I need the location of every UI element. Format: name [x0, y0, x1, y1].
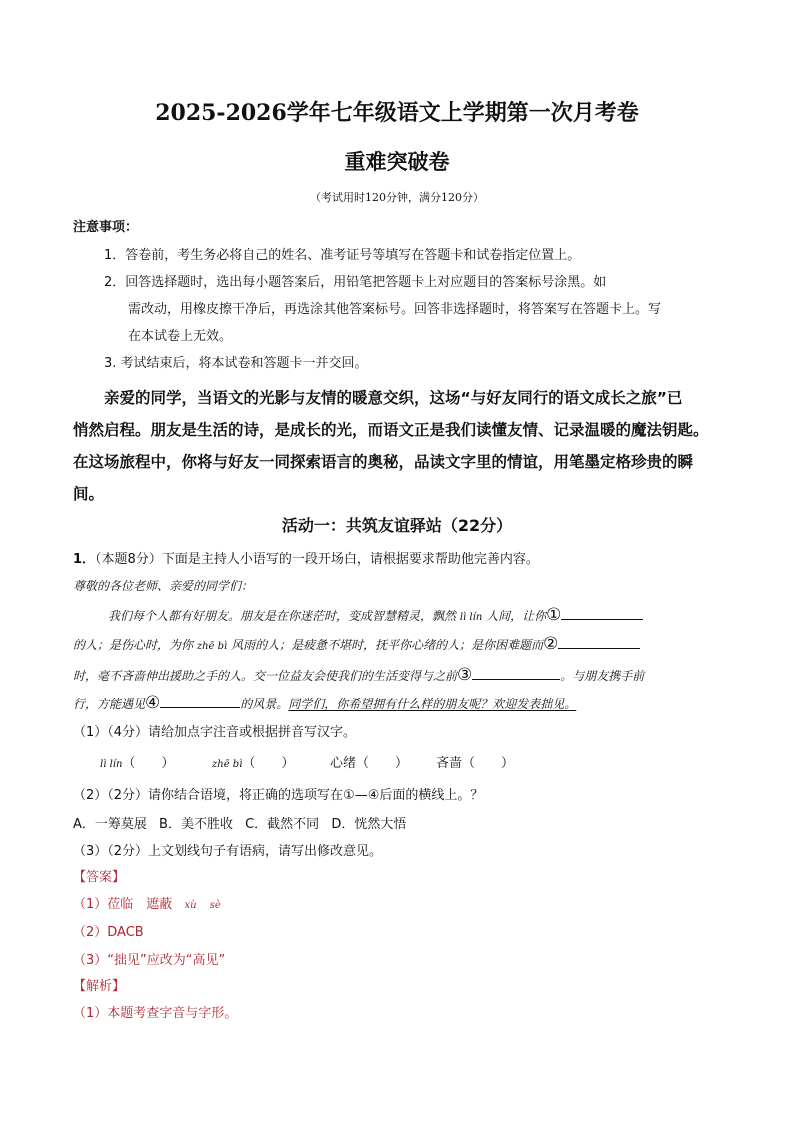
paragraph-line-1 — [108, 605, 643, 625]
analysis-1: （1）本题考查字音与字形。 — [73, 1006, 238, 1021]
text-fragment: 行，方能遇见 — [73, 697, 146, 711]
answer-1-prefix: （1） — [73, 897, 108, 912]
text-fragment: 人间，让你 — [486, 609, 547, 623]
answer-paren[interactable]: （ ） — [122, 756, 175, 771]
answer-1-words: 莅临 遮蔽 — [107, 897, 173, 912]
exam-subtitle: 重难突破卷 — [344, 150, 450, 174]
text-fragment: 。与朋友携手前 — [560, 669, 645, 683]
note-item-1: 1．答卷前，考生务必将自己的姓名、准考证号等填写在答题卡和试卷指定位置上。 — [104, 248, 581, 263]
intro-line-3: 在这场旅程中，你将与好友一同探索语言的奥秘，品读文字里的情谊，用笔墨定格珍贵的瞬 — [73, 453, 694, 471]
answer-1-pinyin: xù sè — [184, 900, 221, 911]
sub-question-2: （2）（2分）请你结合语境，将正确的选项写在①—④后面的横线上。？ — [73, 788, 484, 803]
exam-info: （考试用时120分钟，满分120分） — [310, 191, 484, 204]
blank-marker-2: ② — [543, 634, 559, 654]
fill-blank-1[interactable] — [561, 605, 643, 620]
pinyin-lilin: lì lín — [459, 612, 483, 623]
option-d: D．恍然大悟 — [331, 817, 407, 832]
answer-paren[interactable]: （ ） — [356, 756, 409, 771]
answer-1 — [73, 893, 221, 912]
note-item-3: 3. 考试结束后，将本试卷和答题卡一并交回。 — [104, 356, 368, 371]
blank-marker-3: ③ — [457, 665, 473, 685]
note-item-2-line-3: 在本试卷上无效。 — [128, 329, 233, 344]
answer-2: （2）DACB — [73, 925, 144, 940]
paragraph-line-2 — [73, 634, 640, 654]
dotted-word: 吝啬 — [436, 756, 463, 771]
sub1-item-2 — [212, 752, 294, 771]
note-item-2-line-2: 需改动，用橡皮擦干净后，再选涂其他答案标号。回答非选择题时，将答案写在答题卡上。写 — [128, 302, 662, 317]
sub-question-3: （3）（2分）上文划线句子有语病，请写出修改意见。 — [73, 844, 383, 859]
blank-marker-4: ④ — [145, 693, 161, 713]
text-fragment: 我们每个人都有好朋友。朋友是在你迷茫时，变成智慧精灵，飘然 — [108, 609, 457, 623]
options-row — [73, 813, 406, 832]
option-b: B．美不胜收 — [159, 817, 233, 832]
pinyin-text: zhē bì — [212, 759, 243, 770]
option-c: C．截然不同 — [245, 817, 320, 832]
answer-label: 【答案】 — [73, 870, 126, 885]
option-a: A．一筹莫展 — [73, 817, 147, 832]
section-title: 活动一：共筑友谊驿站（22分） — [281, 516, 513, 535]
fill-blank-2[interactable] — [558, 634, 640, 649]
pinyin-zhebi: zhē bì — [196, 641, 228, 652]
blank-marker-1: ① — [546, 605, 562, 625]
intro-line-2: 悄然启程。朋友是生活的诗，是成长的光，而语文正是我们读懂友情、记录温暖的魔法钥匙。 — [73, 421, 709, 439]
dotted-word-xinxu: 心绪 — [411, 638, 436, 652]
answer-paren[interactable]: （ ） — [242, 756, 295, 771]
pinyin-text: lì lín — [100, 759, 123, 770]
fill-blank-3[interactable] — [472, 665, 560, 680]
text-fragment: 的人；是伤心时，为你 — [73, 638, 194, 652]
fill-blank-4[interactable] — [160, 693, 240, 708]
question-number: 1． — [73, 552, 96, 567]
notes-heading: 注意事项： — [73, 220, 139, 235]
greeting: 尊敬的各位老师、亲爱的同学们： — [73, 579, 254, 593]
sub-question-1: （1）（4分）请给加点字注音或根据拼音写汉字。 — [73, 725, 357, 740]
text-fragment: 的人；是你困难题而 — [435, 638, 544, 652]
paragraph-line-4 — [73, 693, 576, 713]
sub1-item-4 — [436, 752, 514, 771]
sub1-item-3 — [330, 752, 408, 771]
sub1-item-1 — [100, 752, 174, 771]
text-fragment: 风雨的人；是疲惫不堪时，抚平你 — [231, 638, 412, 652]
exam-title: 2025-2026学年七年级语文上学期第一次月考卷 — [155, 100, 639, 126]
underlined-sentence: 同学们，你希望拥有什么样的朋友呢？欢迎发表拙见。 — [288, 697, 577, 711]
intro-line-4: 间。 — [73, 485, 105, 503]
question-1-stem — [73, 548, 539, 567]
question-stem: （本题8分）下面是主持人小语写的一段开场白，请根据要求帮助他完善内容。 — [95, 552, 539, 567]
intro-line-1: 亲爱的同学，当语文的光影与友情的暖意交织，这场“与好友同行的语文成长之旅”已 — [104, 389, 683, 407]
text-fragment: 时，毫不吝啬伸出援助之手的人。交一位益友会使我们的生活变得与之前 — [73, 669, 458, 683]
answer-3: （3）“拙见”应改为“高见” — [73, 953, 226, 968]
text-fragment: 的风景。 — [240, 697, 289, 711]
paragraph-line-3 — [73, 665, 644, 685]
dotted-word: 心绪 — [330, 756, 357, 771]
answer-paren[interactable]: （ ） — [462, 756, 515, 771]
note-item-2-line-1: 2．回答选择题时，选出每小题答案后，用铅笔把答题卡上对应题目的答案标号涂黑。如 — [104, 275, 607, 290]
analysis-label: 【解析】 — [73, 979, 126, 994]
